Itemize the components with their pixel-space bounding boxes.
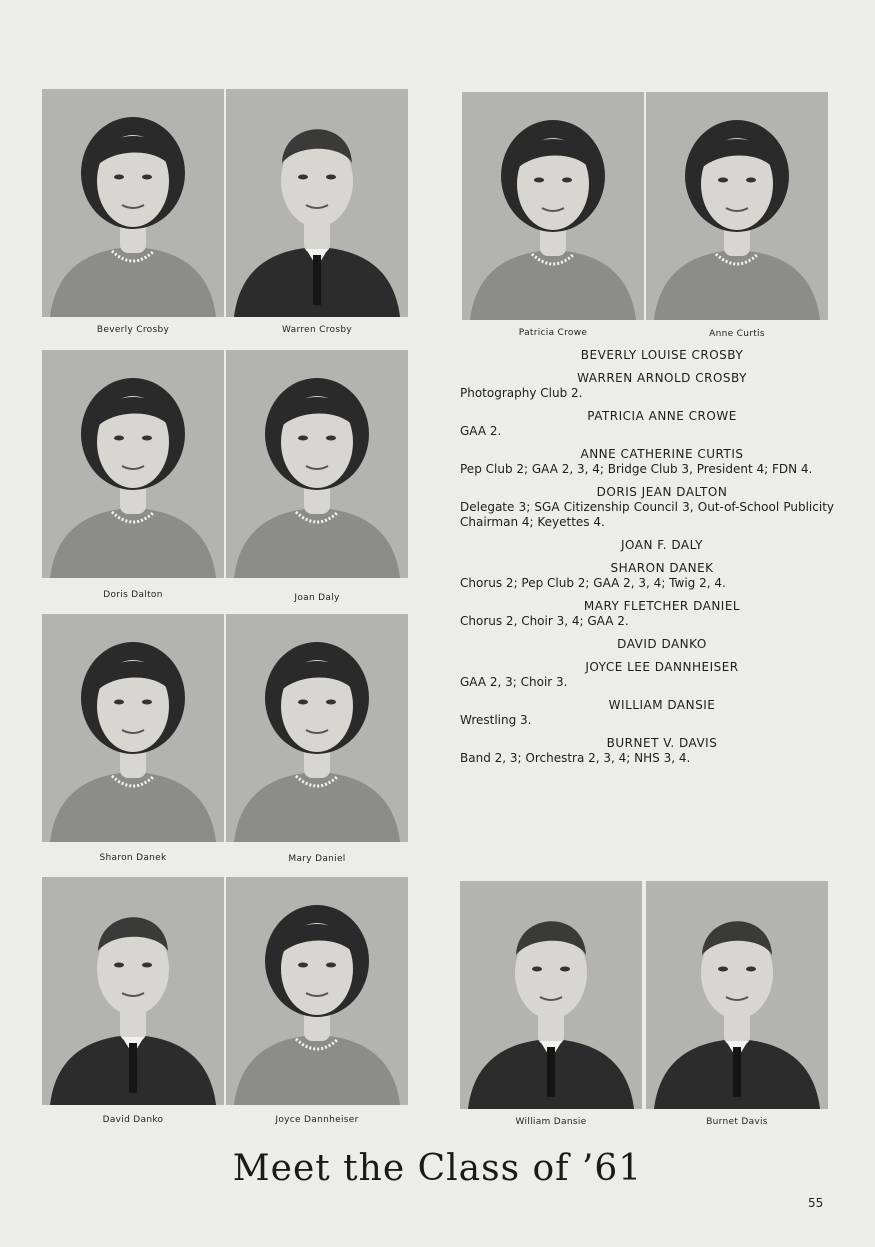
bio-name: WARREN ARNOLD CROSBY — [577, 371, 747, 385]
bio-name: WILLIAM DANSIE — [608, 698, 716, 712]
bio-entry — [460, 348, 834, 363]
portrait-caption: Sharon Danek — [99, 853, 167, 863]
portrait-caption: Anne Curtis — [709, 329, 765, 339]
bio-activities: Chorus 2, Choir 3, 4; GAA 2. — [460, 614, 629, 628]
bio-activities: GAA 2. — [460, 424, 502, 438]
bio-activities: Photography Club 2. — [460, 386, 583, 400]
bio-entry — [460, 698, 834, 728]
bio-entry — [460, 447, 834, 477]
student-bios — [460, 348, 834, 774]
portrait-photo — [226, 614, 408, 842]
bio-activities: Band 2, 3; Orchestra 2, 3, 4; NHS 3, 4. — [460, 751, 691, 765]
bio-activities: Pep Club 2; GAA 2, 3, 4; Bridge Club 3, President 4; FDN 4. — [460, 462, 813, 476]
portrait-photo — [226, 350, 408, 578]
portrait-caption: Warren Crosby — [282, 325, 352, 335]
page-title: Meet the Class of ’61 — [232, 1148, 643, 1189]
bio-entry — [460, 637, 834, 652]
portrait-photo — [42, 877, 224, 1105]
bio-entry — [460, 561, 834, 591]
bio-entry — [460, 371, 834, 401]
bio-name: MARY FLETCHER DANIEL — [583, 599, 741, 613]
portrait-caption: David Danko — [102, 1115, 164, 1125]
portrait-photo — [42, 614, 224, 842]
bio-entry — [460, 599, 834, 629]
portrait-caption: William Dansie — [515, 1117, 587, 1127]
portrait-photo — [226, 877, 408, 1105]
bio-name: BURNET V. DAVIS — [606, 736, 718, 750]
bio-activities: Delegate 3; SGA Citizenship Council 3, Out-of-School Publicity Chairman 4; Keyettes 4. — [460, 500, 834, 529]
portrait-photo — [42, 350, 224, 578]
portrait-photo — [226, 89, 408, 317]
bio-name: SHARON DANEK — [610, 561, 714, 575]
portrait-photo — [646, 881, 828, 1109]
portrait-caption: Joan Daly — [294, 593, 340, 603]
bio-entry — [460, 409, 834, 439]
portrait-caption: Mary Daniel — [288, 854, 346, 864]
page-number: 55 — [808, 1196, 824, 1210]
portrait-photo — [460, 881, 642, 1109]
portrait-photo — [42, 89, 224, 317]
bio-name: ANNE CATHERINE CURTIS — [580, 447, 744, 461]
bio-entry — [460, 736, 834, 766]
bio-name: DORIS JEAN DALTON — [596, 485, 728, 499]
portrait-caption: Beverly Crosby — [96, 325, 170, 335]
portrait-photo — [646, 92, 828, 320]
bio-entry — [460, 485, 834, 530]
bio-name: DAVID DANKO — [617, 637, 707, 651]
portrait-caption: Joyce Dannheiser — [275, 1115, 359, 1125]
bio-activities: GAA 2, 3; Choir 3. — [460, 675, 568, 689]
bio-activities: Chorus 2; Pep Club 2; GAA 2, 3, 4; Twig 2, 4. — [460, 576, 726, 590]
bio-name: JOYCE LEE DANNHEISER — [585, 660, 739, 674]
portrait-caption: Patricia Crowe — [518, 328, 588, 338]
bio-activities: Wrestling 3. — [460, 713, 532, 727]
bio-name: BEVERLY LOUISE CROSBY — [580, 348, 744, 362]
bio-entry — [460, 660, 834, 690]
portrait-caption: Burnet Davis — [706, 1117, 768, 1127]
bio-entry — [460, 538, 834, 553]
portrait-photo — [462, 92, 644, 320]
bio-name: JOAN F. DALY — [620, 538, 704, 552]
portrait-caption: Doris Dalton — [103, 590, 163, 600]
bio-name: PATRICIA ANNE CROWE — [587, 409, 737, 423]
